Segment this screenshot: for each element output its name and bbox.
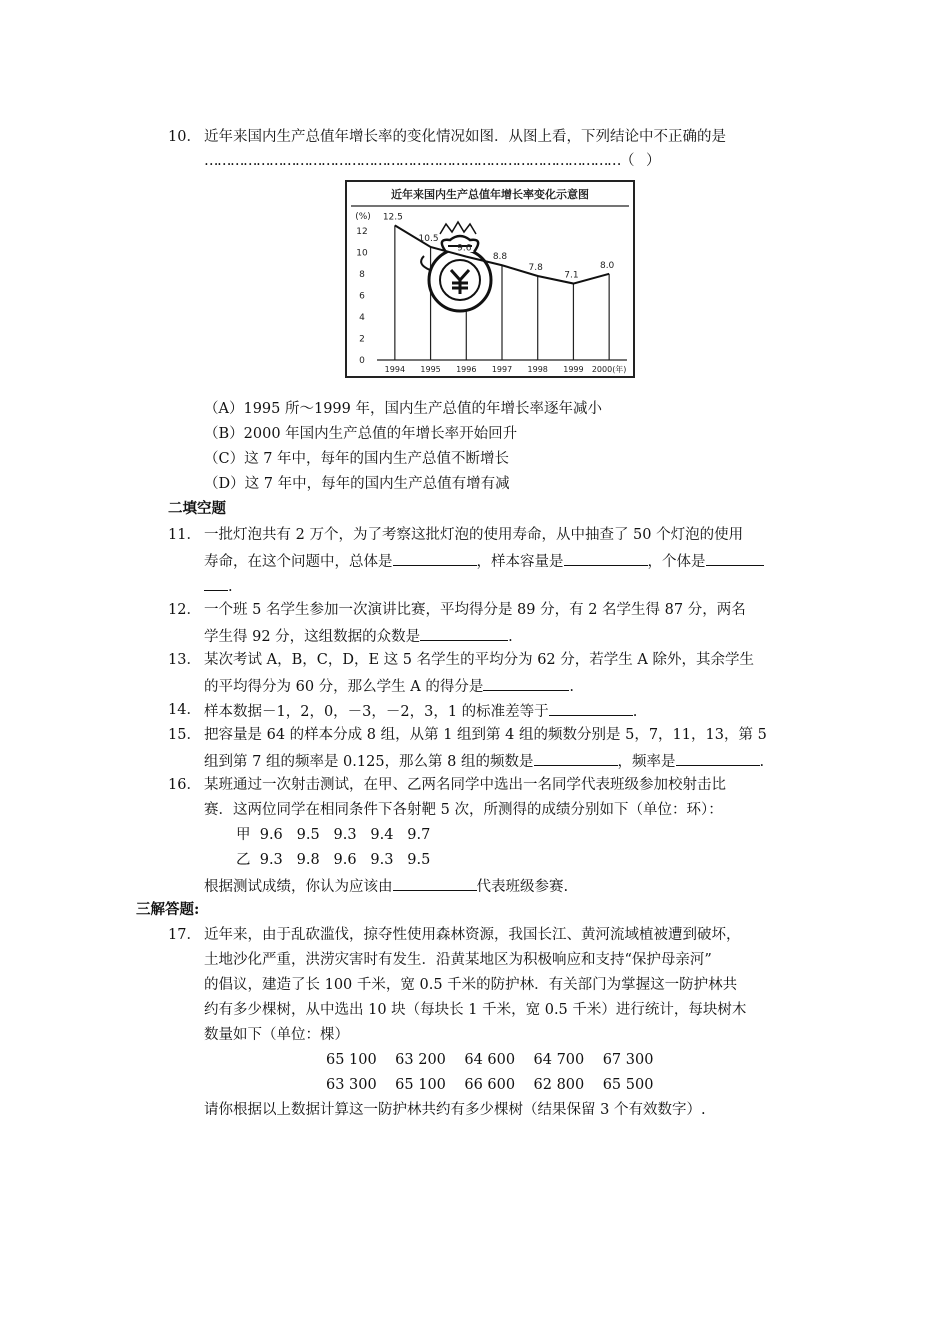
q17-number: 17． <box>168 927 201 943</box>
q12-text-a: 学生得 92 分，这组数据的众数是 <box>204 629 421 645</box>
value-label-1994: 12.5 <box>382 212 403 223</box>
q12-period: . <box>508 629 513 645</box>
y-tick-label: 10 <box>356 248 368 259</box>
q12-line1: 一个班 5 名学生参加一次演讲比赛，平均得分是 89 分，有 2 名学生得 87 分，两名 <box>204 602 746 618</box>
q14-text: 样本数据－1，2，0，－3，－2，3，1 的标准差等于 <box>204 704 549 720</box>
chart-title: 近年来国内生产总值年增长率变化示意图 <box>391 188 589 201</box>
y-tick-label: 8 <box>359 269 365 280</box>
x-tick-label-1995: 1995 <box>420 365 441 374</box>
section-solve-title: 三解答题: <box>136 901 200 918</box>
q17-data-row2: 63 300 65 100 66 600 62 800 65 500 <box>326 1077 654 1093</box>
q12-blank-mode[interactable] <box>420 625 508 641</box>
q14-line <box>204 700 637 722</box>
y-tick-label: 12 <box>356 226 368 237</box>
q10-option-a: （A）1995 所～1999 年，国内生产总值的年增长率逐年减小 <box>204 401 602 417</box>
q11-number: 11． <box>168 527 201 543</box>
x-tick-label-1994: 1994 <box>384 365 406 374</box>
q10-number: 10． <box>168 129 201 145</box>
q17-data-row1: 65 100 63 200 64 600 64 700 67 300 <box>326 1052 654 1068</box>
q11-text-b: ，样本容量是 <box>476 554 564 570</box>
q13-period: . <box>569 679 574 695</box>
x-tick-label-1998: 1998 <box>527 365 548 374</box>
q17-line8: 请你根据以上数据计算这一防护林共约有多少棵树（结果保留 3 个有效数字）. <box>204 1102 706 1118</box>
q11-blank-individual[interactable] <box>706 550 764 566</box>
q11-blank-population[interactable] <box>393 550 477 566</box>
q11-text-c: ，个体是 <box>647 554 706 570</box>
value-label-1998: 7.8 <box>528 263 543 273</box>
q11-blank-individual-cont[interactable] <box>204 575 228 591</box>
q15-blank-frequency-rate[interactable] <box>676 750 760 766</box>
value-label-1996: 9.6 <box>457 243 472 254</box>
q17-line4: 约有多少棵树，从中选出 10 块（每块长 1 千米，宽 0.5 千米）进行统计，每块树木 <box>204 1002 747 1018</box>
chart-svg <box>345 180 635 378</box>
q13-line2 <box>204 675 574 697</box>
q14-period: . <box>632 704 638 720</box>
q17-line3: 的倡议，建造了长 100 千米，宽 0.5 千米的防护林．有关部门为掌握这一防护林共 <box>204 977 738 993</box>
q17-line1: 近年来，由于乱砍滥伐，掠夺性使用森林资源，我国长江、黄河流域植被遭到破坏， <box>204 927 741 943</box>
q11-line2 <box>204 550 764 572</box>
x-tick-label-1996: 1996 <box>456 365 477 374</box>
value-label-2000: 8.0 <box>599 260 615 271</box>
q17-line2: 土地沙化严重，洪涝灾害时有发生．沿黄某地区为积极响应和支持“保护母亲河” <box>204 952 712 968</box>
q11-blank-sample-size[interactable] <box>564 550 648 566</box>
chart-y-unit: (%) <box>355 212 371 222</box>
q15-text-a: 组到第 7 组的频率是 0.125，那么第 8 组的频数是 <box>204 754 534 770</box>
y-tick-label: 0 <box>359 356 365 366</box>
q11-line3 <box>204 575 233 597</box>
q15-blank-frequency-count[interactable] <box>534 750 618 766</box>
x-tick-label-1999: 1999 <box>563 365 584 374</box>
q16-line5 <box>204 875 568 897</box>
q16-text-b: 代表班级参赛. <box>476 879 569 895</box>
q16-blank-representative[interactable] <box>393 875 477 891</box>
q16-text-a: 根据测试成绩，你认为应该由 <box>204 879 393 895</box>
x-tick-label-1997: 1997 <box>491 365 513 374</box>
q10-dots: ……………………………………………………………………………………（ ） <box>204 153 659 169</box>
q14-number: 14． <box>168 702 201 718</box>
q16-number: 16． <box>168 777 201 793</box>
q13-blank-score[interactable] <box>483 675 569 691</box>
q15-text-b: ，频率是 <box>617 754 676 770</box>
y-tick-label: 2 <box>359 334 365 345</box>
q15-line2 <box>204 750 764 772</box>
q16-jia-scores: 甲 9.6 9.5 9.3 9.4 9.7 <box>236 827 431 843</box>
q11-period: . <box>228 579 233 595</box>
x-tick-label-2000: 2000(年) <box>591 365 627 374</box>
q13-text-a: 的平均得分为 60 分，那么学生 A 的得分是 <box>204 679 484 695</box>
q11-text-a: 寿命，在这个问题中，总体是 <box>204 554 393 570</box>
q16-line1: 某班通过一次射击测试，在甲、乙两名同学中选出一名同学代表班级参加校射击比 <box>204 777 726 793</box>
value-label-1999: 7.1 <box>564 270 579 281</box>
q14-blank-std-dev[interactable] <box>549 700 633 716</box>
q16-yi-scores: 乙 9.3 9.8 9.6 9.3 9.5 <box>236 852 431 868</box>
value-label-1997: 8.8 <box>492 252 508 263</box>
q10-option-d: （D）这 7 年中，每年的国内生产总值有增有减 <box>204 476 510 492</box>
q15-period: . <box>759 754 765 770</box>
q16-line2: 赛．这两位同学在相同条件下各射靶 5 次，所测得的成绩分别如下（单位：环）： <box>204 802 723 818</box>
q13-number: 13． <box>168 652 201 668</box>
section-fill-in-title: 二填空题 <box>168 500 226 517</box>
q15-number: 15． <box>168 727 201 743</box>
gdp-growth-chart <box>345 180 635 378</box>
q10-option-c: （C）这 7 年中，每年的国内生产总值不断增长 <box>204 451 510 467</box>
q10-text: 近年来国内生产总值年增长率的变化情况如图．从图上看，下列结论中不正确的是 <box>204 129 726 145</box>
q15-line1: 把容量是 64 的样本分成 8 组，从第 1 组到第 4 组的频数分别是 5，7，11，13，第 5 <box>204 727 767 743</box>
q10-option-b: （B）2000 年国内生产总值的年增长率开始回升 <box>204 426 518 442</box>
q11-line1: 一批灯泡共有 2 万个，为了考察这批灯泡的使用寿命，从中抽查了 50 个灯泡的使用 <box>204 527 744 543</box>
y-tick-label: 4 <box>359 312 365 323</box>
value-label-1995: 10.5 <box>418 233 439 244</box>
q12-number: 12． <box>168 602 201 618</box>
y-tick-label: 6 <box>359 291 365 302</box>
q12-line2 <box>204 625 513 647</box>
q17-line5: 数量如下（单位：棵） <box>204 1027 349 1043</box>
q13-line1: 某次考试 A，B，C，D，E 这 5 名学生的平均分为 62 分，若学生 A 除外，其余学生 <box>204 652 754 668</box>
